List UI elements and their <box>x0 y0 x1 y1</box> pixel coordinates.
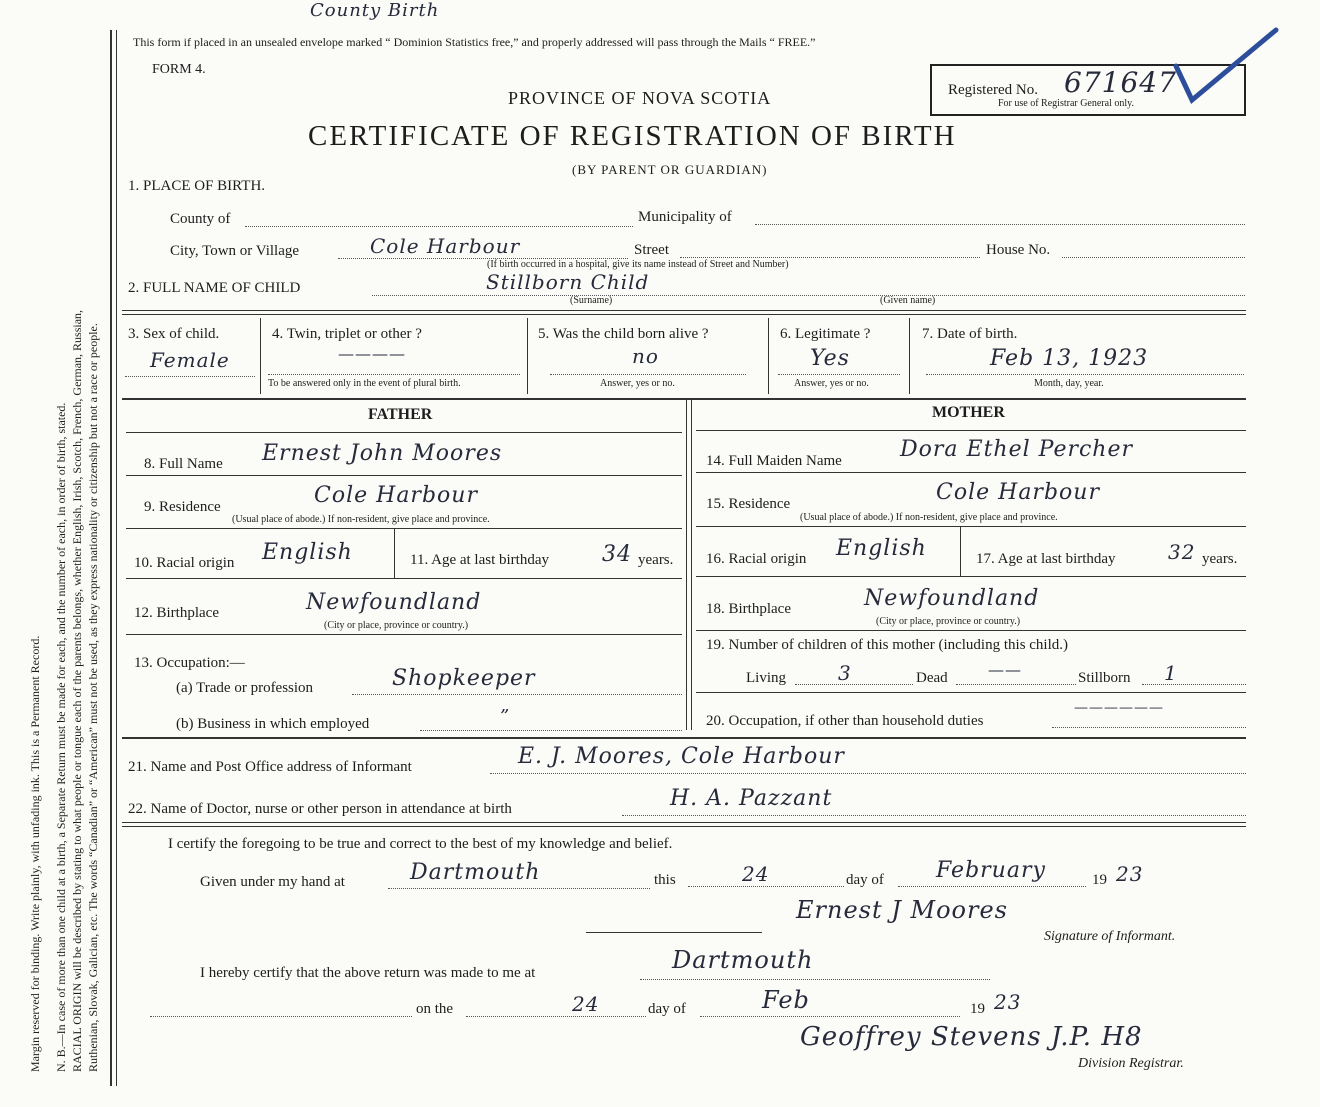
alive-line <box>550 374 746 375</box>
sex-line <box>125 376 255 377</box>
reg-day-line <box>466 1016 646 1017</box>
informant-label: 21. Name and Post Office address of Informant <box>128 759 412 775</box>
father-age-value: 34 <box>602 542 632 567</box>
street-line <box>680 257 980 258</box>
father-birthplace-note: (City or place, province or country.) <box>324 620 469 631</box>
legitimate-label: 6. Legitimate ? <box>780 326 871 342</box>
certificate-title: CERTIFICATE OF REGISTRATION OF BIRTH <box>308 120 957 152</box>
doctor-line <box>622 815 1246 816</box>
year-prefix: 19 <box>1092 872 1107 888</box>
registrar-place-value: Dartmouth <box>672 946 814 974</box>
month-line <box>898 886 1086 887</box>
father-age-label: 11. Age at last birthday <box>410 552 549 568</box>
father-residence-label: 9. Residence <box>144 499 221 515</box>
dead-label: Dead <box>916 670 948 686</box>
county-line <box>245 226 633 227</box>
mother-name-label: 14. Full Maiden Name <box>706 453 842 469</box>
margin-note-1: Margin reserved for binding. Write plainly, with unfading ink. This is a Permanent Record. <box>28 635 42 1072</box>
divider <box>696 576 1246 577</box>
reg-month-value: Feb <box>762 986 810 1014</box>
divider <box>696 430 1246 431</box>
divider <box>126 475 682 476</box>
day-of-label: day of <box>846 872 884 888</box>
divider <box>122 826 1246 827</box>
registrar-signature: Geoffrey Stevens J.P. H8 <box>800 1022 1143 1052</box>
reg-year-value: 23 <box>994 990 1022 1014</box>
cell-divider <box>260 318 261 394</box>
mother-birthplace-note: (City or place, province or country.) <box>876 616 1021 627</box>
mother-age-years: years. <box>1202 551 1238 567</box>
registrar-note: For use of Registrar General only. <box>998 98 1134 109</box>
father-trade-value: Shopkeeper <box>392 666 536 691</box>
cell-divider <box>768 318 769 394</box>
child-name-value: Stillborn Child <box>486 270 650 294</box>
child-name-label: 2. FULL NAME OF CHILD <box>128 280 301 296</box>
divider <box>696 630 1246 631</box>
informant-signature-label: Signature of Informant. <box>1044 929 1176 944</box>
dob-note: Month, day, year. <box>1034 378 1104 389</box>
dob-line <box>926 374 1244 375</box>
registrar-place-line <box>640 979 990 980</box>
legitimate-line <box>778 374 900 375</box>
month-value: February <box>936 858 1046 883</box>
registrar-signature-label: Division Registrar. <box>1078 1056 1184 1071</box>
informant-signature: Ernest J Moores <box>796 896 1008 924</box>
city-value: Cole Harbour <box>370 234 521 258</box>
divider <box>126 432 682 433</box>
mother-age-value: 32 <box>1168 540 1196 564</box>
dead-line <box>956 684 1076 685</box>
mother-race-label: 16. Racial origin <box>706 551 807 567</box>
year-value: 23 <box>1116 862 1144 886</box>
informant-value: E. J. Moores, Cole Harbour <box>518 744 845 769</box>
mother-residence-value: Cole Harbour <box>936 480 1100 505</box>
margin-note-2: N. B.—In case of more than one child at a birth, a Separate Return must be made for each, and the number of each, in order of birth, stated. <box>54 402 68 1072</box>
father-residence-note: (Usual place of abode.) If non-resident, give place and province. <box>232 514 490 525</box>
child-name-line <box>372 295 1245 296</box>
divider <box>122 310 1246 311</box>
twin-value: ———— <box>338 344 406 363</box>
column-divider <box>686 400 687 730</box>
father-heading: FATHER <box>368 406 433 423</box>
divider <box>122 314 1246 315</box>
reg-day-value: 24 <box>572 992 600 1016</box>
stillborn-line <box>1142 684 1246 685</box>
father-trade-line <box>352 694 682 695</box>
father-race-label: 10. Racial origin <box>134 555 235 571</box>
column-divider <box>691 400 692 730</box>
reg-day-of-label: day of <box>648 1001 686 1017</box>
margin-rule-inner <box>116 30 117 1086</box>
alive-label: 5. Was the child born alive ? <box>538 326 709 342</box>
certify-statement: I certify the foregoing to be true and correct to the best of my knowledge and belief. <box>168 836 673 852</box>
street-label: Street <box>634 242 669 258</box>
given-place-line <box>388 888 650 889</box>
mother-name-value: Dora Ethel Percher <box>900 437 1134 462</box>
registrar-date-line <box>150 1016 412 1017</box>
registered-label: Registered No. <box>948 82 1038 98</box>
twin-note: To be answered only in the event of plural birth. <box>268 378 461 389</box>
father-name-value: Ernest John Moores <box>262 441 503 466</box>
mother-birthplace-label: 18. Birthplace <box>706 601 791 617</box>
father-business-label: (b) Business in which employed <box>176 716 370 732</box>
cell-divider <box>909 318 910 394</box>
father-occupation-label: 13. Occupation:— <box>134 655 245 671</box>
house-label: House No. <box>986 242 1051 258</box>
house-line <box>1062 257 1245 258</box>
form-number: FORM 4. <box>152 62 206 77</box>
divider <box>696 526 1246 527</box>
dob-value: Feb 13, 1923 <box>990 346 1149 371</box>
doctor-value: H. A. Pazzant <box>670 786 833 811</box>
legitimate-note: Answer, yes or no. <box>794 378 869 389</box>
mother-birthplace-value: Newfoundland <box>864 586 1040 611</box>
municipality-line <box>755 224 1245 225</box>
father-birthplace-label: 12. Birthplace <box>134 605 219 621</box>
mother-occupation-value: —————— <box>1074 700 1164 716</box>
sex-label: 3. Sex of child. <box>128 326 220 342</box>
given-place-value: Dartmouth <box>410 860 541 885</box>
this-label: this <box>654 872 676 888</box>
mother-occupation-label: 20. Occupation, if other than household duties <box>706 713 984 729</box>
margin-note-4: Ruthenian, Slovak, Galician, etc. The words “Canadian” or “American” must not be used, as they express nationality or citizenship but not a race or people. <box>86 323 100 1072</box>
informant-line <box>490 773 1246 774</box>
checkmark-icon <box>1170 26 1282 106</box>
day-value: 24 <box>742 862 770 886</box>
surname-note: (Surname) <box>570 295 613 306</box>
county-label: County of <box>170 211 231 227</box>
living-label: Living <box>746 670 786 686</box>
father-business-value: ” <box>500 706 511 727</box>
place-of-birth-label: 1. PLACE OF BIRTH. <box>128 178 266 194</box>
city-label: City, Town or Village <box>170 243 300 259</box>
county-birth-annotation: County Birth <box>310 0 440 21</box>
divider <box>126 528 682 529</box>
father-name-label: 8. Full Name <box>144 456 223 472</box>
divider <box>696 472 1246 473</box>
divider <box>126 634 682 635</box>
alive-note: Answer, yes or no. <box>600 378 675 389</box>
signature-line <box>586 932 762 933</box>
divider <box>122 398 1246 400</box>
given-under-hand-label: Given under my hand at <box>200 874 345 890</box>
day-line <box>688 886 844 887</box>
divider <box>696 692 1246 693</box>
twin-line <box>268 374 520 375</box>
sex-value: Female <box>150 348 230 372</box>
divider <box>122 737 1246 739</box>
twin-label: 4. Twin, triplet or other ? <box>272 326 422 342</box>
father-trade-label: (a) Trade or profession <box>176 680 314 696</box>
mother-race-value: English <box>836 536 927 561</box>
stillborn-value: 1 <box>1164 661 1178 685</box>
reg-month-line <box>700 1016 960 1017</box>
father-race-value: English <box>262 540 353 565</box>
on-the-label: on the <box>416 1001 454 1017</box>
margin-rule <box>110 30 112 1086</box>
dead-value: —— <box>988 660 1022 679</box>
doctor-label: 22. Name of Doctor, nurse or other person in attendance at birth <box>128 801 512 817</box>
living-line <box>795 684 913 685</box>
hospital-note: (If birth occurred in a hospital, give its name instead of Street and Number) <box>487 259 789 270</box>
mother-residence-note: (Usual place of abode.) If non-resident, give place and province. <box>800 512 1058 523</box>
father-age-years: years. <box>638 552 674 568</box>
children-count-label: 19. Number of children of this mother (including this child.) <box>706 637 1069 653</box>
given-name-note: (Given name) <box>880 295 936 306</box>
province-heading: PROVINCE OF NOVA SCOTIA <box>508 88 772 108</box>
dob-label: 7. Date of birth. <box>922 326 1018 342</box>
stillborn-label: Stillborn <box>1078 670 1131 686</box>
cell-divider <box>394 528 395 578</box>
mail-notice: This form if placed in an unsealed envelope marked “ Dominion Statistics free,” and properly addressed will pass through the Mails “ FREE.” <box>133 35 816 49</box>
municipality-label: Municipality of <box>638 209 732 225</box>
father-birthplace-value: Newfoundland <box>306 590 482 615</box>
legitimate-value: Yes <box>810 346 850 371</box>
divider <box>126 578 682 579</box>
mother-heading: MOTHER <box>932 404 1005 421</box>
certificate-subtitle: (BY PARENT OR GUARDIAN) <box>572 162 768 177</box>
mother-age-label: 17. Age at last birthday <box>976 551 1116 567</box>
registrar-statement: I hereby certify that the above return was made to me at <box>200 965 536 981</box>
living-value: 3 <box>838 661 852 685</box>
alive-value: no <box>632 344 659 368</box>
registered-number: 671647 <box>1064 66 1177 99</box>
reg-year-prefix: 19 <box>970 1001 985 1017</box>
divider <box>122 822 1246 823</box>
father-business-line <box>420 730 682 731</box>
cell-divider <box>960 526 961 576</box>
margin-note-3: RACIAL ORIGIN will be described by stating to what people or tongue each of the parents belongs, whether English, Irish, Scotch, French, German, Russian, <box>70 309 84 1072</box>
mother-occupation-line <box>1052 727 1246 728</box>
father-residence-value: Cole Harbour <box>314 483 478 508</box>
cell-divider <box>527 318 528 394</box>
mother-residence-label: 15. Residence <box>706 496 791 512</box>
